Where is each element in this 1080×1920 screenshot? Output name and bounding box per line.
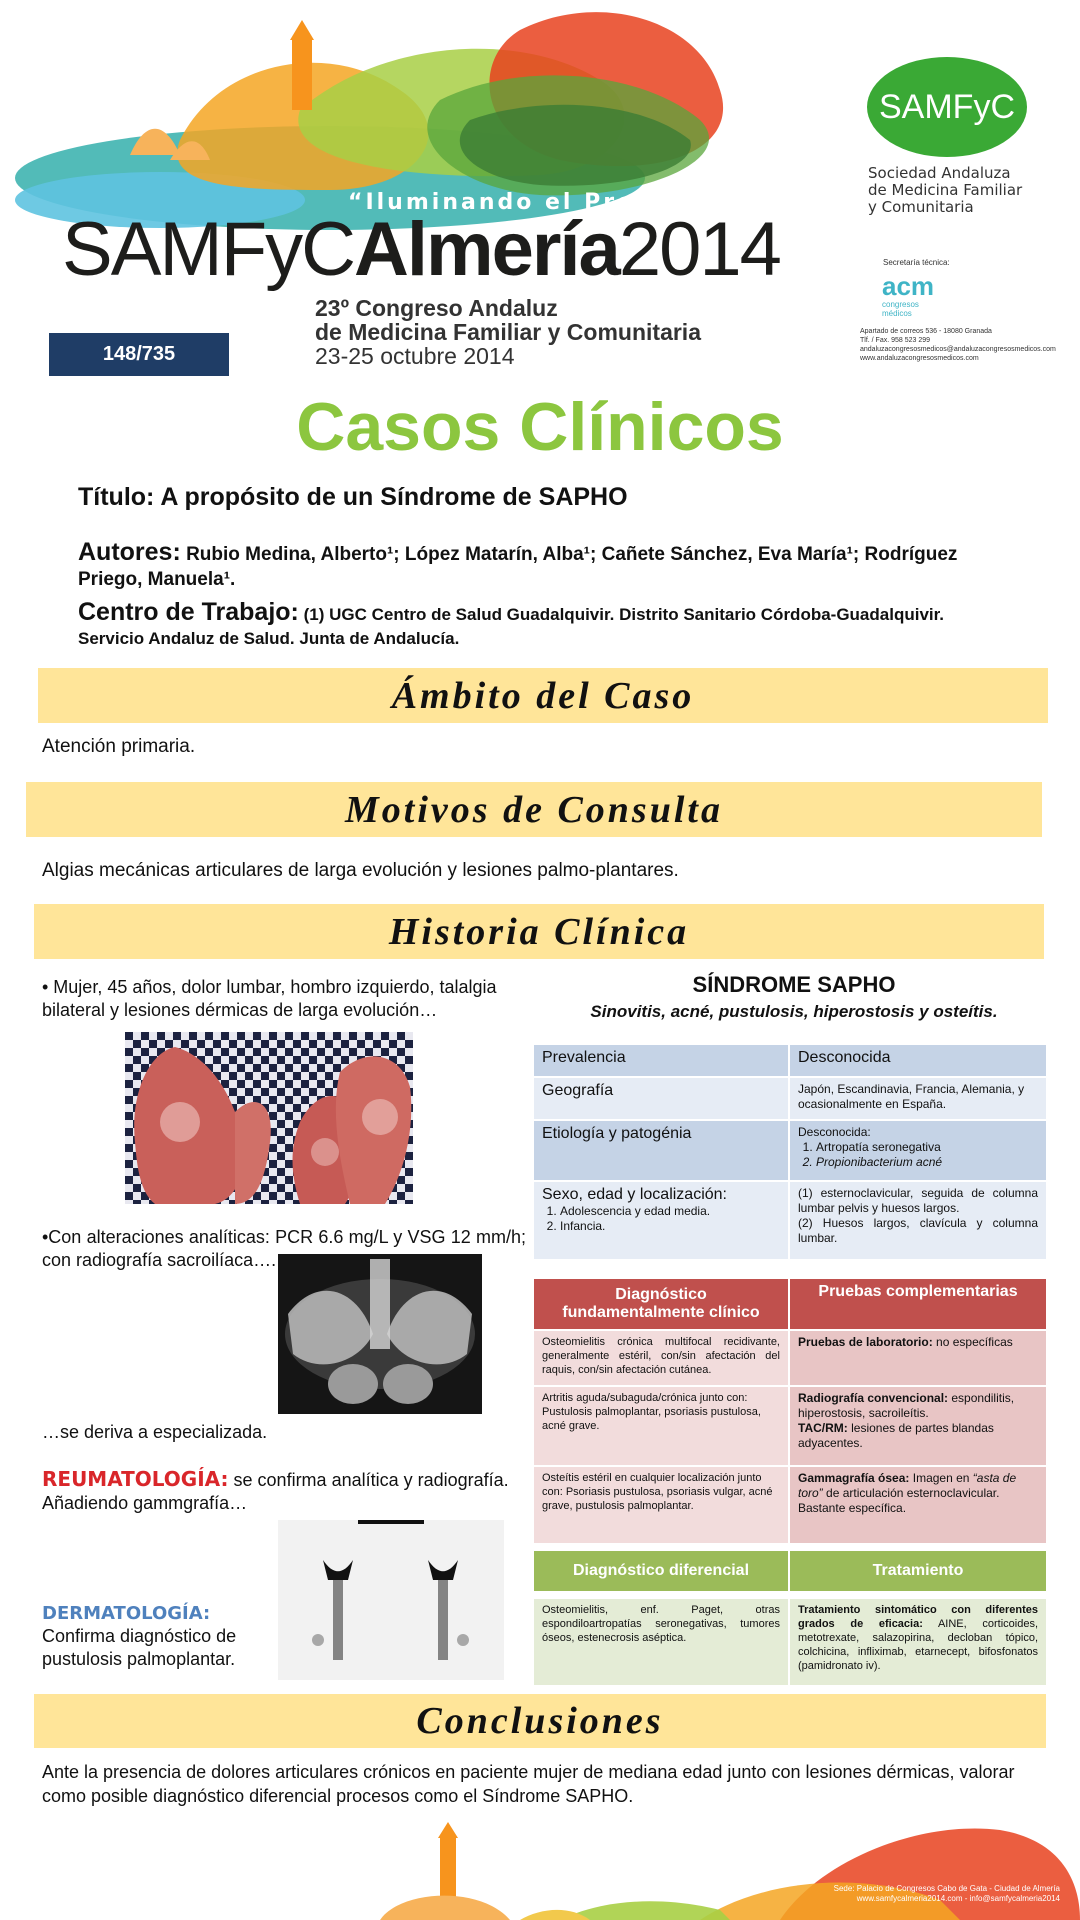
difdx-header: Diagnóstico diferencial — [533, 1550, 789, 1592]
samfyc-logo-shape — [855, 52, 1035, 162]
derma-text: Confirma diagnóstico de pustulosis palmoplantar. — [42, 1626, 237, 1669]
tratamiento-table — [533, 1550, 1047, 1686]
secretaria-label: Secretaría técnica: — [883, 258, 950, 267]
sapho-info-table — [533, 1044, 1047, 1260]
sapho-subtitle: Sinovitis, acné, pustulosis, hiperostosis y osteítis. — [590, 1002, 998, 1021]
centro-label: Centro de Trabajo: — [78, 598, 299, 626]
main-title: Casos Clínicos — [296, 389, 784, 465]
sexo-item: 1. Adolescencia y edad media. — [560, 1204, 780, 1219]
table-row — [533, 1044, 1047, 1077]
case-title-label: Título: — [78, 483, 155, 511]
row-label: Geografía — [533, 1077, 789, 1120]
org-address — [860, 327, 1056, 363]
row-label — [533, 1181, 789, 1260]
pruebas-text: de articulación esternoclavicular. Bastante específica. — [798, 1486, 1000, 1515]
pruebas-cell — [789, 1330, 1047, 1386]
conclusiones-text: Ante la presencia de dolores articulares crónicos en paciente mujer de mediana edad junto con lesiones dérmicas, valorar como posible diagnóstico diferencial procesos como el Síndrome SAPHO. — [42, 1762, 1015, 1806]
sapho-title: SÍNDROME SAPHO — [692, 972, 896, 997]
pruebas-header: Pruebas complementarias — [789, 1278, 1047, 1330]
localizacion-line: (2) Huesos largos, clavícula y columna lumbar. — [798, 1216, 1038, 1245]
sexo-item: 2. Infancia. — [560, 1219, 780, 1234]
reuma-text: se confirma analítica y radiografía. Añadiendo gammgrafía… — [42, 1470, 509, 1513]
palm-lesions-photo — [125, 1032, 413, 1204]
acm-logo — [882, 272, 942, 318]
diag-header: Diagnóstico fundamentalmente clínico — [533, 1278, 789, 1330]
reuma-block — [42, 1468, 526, 1515]
table-row — [533, 1077, 1047, 1120]
pruebas-text: Imagen en — [912, 1471, 970, 1485]
sexo-label: Sexo, edad y localización: — [542, 1186, 727, 1203]
authors-text: Rubio Medina, Alberto¹; López Matarín, Alba¹; Cañete Sánchez, Eva María¹; Rodríguez Priego, Manuela¹. — [78, 544, 958, 590]
ambito-heading: Ámbito del Caso — [38, 668, 1048, 723]
conclusiones-heading: Conclusiones — [34, 1694, 1046, 1748]
case-title — [78, 483, 628, 512]
congress-subtitle — [315, 296, 701, 368]
row-value: Desconocida — [789, 1044, 1047, 1077]
congress-line-2: de Medicina Familiar y Comunitaria — [315, 319, 701, 345]
table-row — [533, 1386, 1047, 1466]
case-centro — [78, 600, 1008, 651]
table-row — [533, 1466, 1047, 1544]
row-value: Japón, Escandinavia, Francia, Alemania, y ocasionalmente en España. — [789, 1077, 1047, 1120]
acm-logo-sub: congresos médicos — [882, 300, 919, 318]
pruebas-quote: “asta de toro” — [798, 1471, 1017, 1500]
historia-p3: …se deriva a especializada. — [42, 1422, 268, 1442]
bone-scan — [278, 1520, 504, 1680]
pruebas-text: espondilitis, hiperostosis, sacroileítis. — [798, 1391, 1015, 1420]
poster-id-badge: 148/735 — [49, 333, 229, 376]
ambito-text: Atención primaria. — [42, 736, 196, 757]
brand-light: SAMFyC — [62, 207, 354, 292]
table-row — [533, 1330, 1047, 1386]
table-row — [533, 1120, 1047, 1181]
footer-line-1: Sede: Palacio de Congresos Cabo de Gata - Ciudad de Almería — [833, 1884, 1060, 1893]
pruebas-label: TAC/RM: — [798, 1421, 848, 1435]
table-row — [533, 1598, 1047, 1686]
org-name-line-1: Sociedad Andaluza — [868, 164, 1011, 182]
historia-heading: Historia Clínica — [34, 904, 1044, 959]
org-name-line-2: de Medicina Familiar — [868, 181, 1023, 199]
motivos-heading: Motivos de Consulta — [26, 782, 1042, 837]
trat-header: Tratamiento — [789, 1550, 1047, 1592]
address-line-1: Apartado de correos 536 - 18080 Granada — [860, 328, 992, 335]
difdx-cell: Osteomielitis, enf. Paget, otras espondiloartropatías seronegativas, tumores óseos, estenecrosis aséptica. — [533, 1598, 789, 1686]
diag-cell: Artritis aguda/subaguda/crónica junto con: Pustulosis palmoplantar, psoriasis pustulosa, acné grave. — [533, 1386, 789, 1466]
congress-dates: 23-25 octubre 2014 — [315, 343, 515, 369]
congress-tagline: “Iluminando el Presente” — [348, 190, 737, 215]
historia-p2-text: •Con alteraciones analíticas: PCR 6.6 mg/L y VSG 12 mm/h; con radiografía sacroilíaca…. — [42, 1227, 526, 1270]
footer-line-2: www.samfycalmeria2014.com - info@samfycalmeria2014 — [856, 1894, 1060, 1903]
samfyc-logo — [855, 52, 1035, 162]
localizacion-line: (1) esternoclavicular, seguida de columna lumbar pelvis y huesos largos. — [798, 1186, 1038, 1215]
org-name — [868, 165, 1022, 216]
address-line-3: andaluzacongresosmedicos@andaluzacongresosmedicos.com — [860, 346, 1056, 353]
palm-lesions-image — [125, 1032, 413, 1204]
derma-label: DERMATOLOGÍA: — [42, 1603, 211, 1624]
pruebas-label: Pruebas de laboratorio: — [798, 1335, 933, 1349]
org-name-line-3: y Comunitaria — [868, 198, 974, 216]
table-row — [533, 1181, 1047, 1260]
pruebas-cell — [789, 1466, 1047, 1544]
pelvis-xray — [278, 1254, 482, 1414]
trat-cell — [789, 1598, 1047, 1686]
etiologia-intro: Desconocida: — [798, 1125, 871, 1139]
brand-bold: Almería — [354, 207, 619, 292]
row-label: Etiología y patogénia — [533, 1120, 789, 1181]
bone-scan-image — [278, 1520, 504, 1680]
acm-logo-text: acm — [882, 271, 935, 301]
diag-cell: Osteomielitis crónica multifocal recidivante, generalmente estéril, con/sin afectación del raquis, con/sin afectación cutánea. — [533, 1330, 789, 1386]
pruebas-text: no específicas — [936, 1335, 1013, 1349]
etiologia-item: 1. Artropatía seronegativa — [816, 1140, 1038, 1155]
address-line-4: www.andaluzacongresosmedicos.com — [860, 355, 979, 362]
congress-brand — [62, 207, 780, 292]
row-label: Prevalencia — [533, 1044, 789, 1077]
address-line-2: Tlf. / Fax. 958 523 299 — [860, 337, 931, 344]
reuma-label: REUMATOLOGÍA: — [42, 1467, 229, 1491]
diagnostico-table — [533, 1278, 1047, 1544]
authors-label: Autores: — [78, 538, 181, 566]
pruebas-text: lesiones de partes blandas adyacentes. — [798, 1421, 994, 1450]
derma-block — [42, 1602, 262, 1671]
pruebas-label: Gammagrafía ósea: — [798, 1471, 910, 1485]
table-header-row — [533, 1278, 1047, 1330]
row-value — [789, 1120, 1047, 1181]
trat-label: Tratamiento sintomático con diferentes grados de eficacia: — [798, 1604, 1038, 1630]
congress-line-1: 23º Congreso Andaluz — [315, 295, 558, 321]
historia-p1: • Mujer, 45 años, dolor lumbar, hombro izquierdo, talalgia bilateral y lesiones dérmicas de larga evolución… — [42, 977, 497, 1020]
etiologia-item: 2. Propionibacterium acné — [816, 1155, 1038, 1170]
table-header-row — [533, 1550, 1047, 1592]
pelvis-xray-image — [278, 1254, 482, 1414]
case-authors — [78, 540, 1008, 592]
samfyc-logo-text: SAMFyC — [879, 88, 1015, 126]
brand-year: 2014 — [618, 207, 780, 292]
trat-text: AINE, corticoides, metotrexate, salazopirina, decloban tópico, colchicina, infliximab, etarnecept, bifosfonatos (pamidronato iv). — [798, 1618, 1039, 1672]
row-value — [789, 1181, 1047, 1260]
pruebas-cell — [789, 1386, 1047, 1466]
footer-info — [790, 1884, 1060, 1904]
pruebas-label: Radiografía convencional: — [798, 1391, 949, 1405]
case-title-text: A propósito de un Síndrome de SAPHO — [160, 483, 628, 511]
diag-cell: Osteítis estéril en cualquier localización junto con: Psoriasis pustulosa, psoriasis vulgar, acné grave, pustulosis palmoplantar. — [533, 1466, 789, 1544]
motivos-text: Algias mecánicas articulares de larga evolución y lesiones palmo-plantares. — [42, 860, 679, 881]
centro-text: (1) UGC Centro de Salud Guadalquivir. Distrito Sanitario Córdoba-Guadalquivir. Servicio Andaluz de Salud. Junta de Andalucía. — [78, 605, 945, 648]
